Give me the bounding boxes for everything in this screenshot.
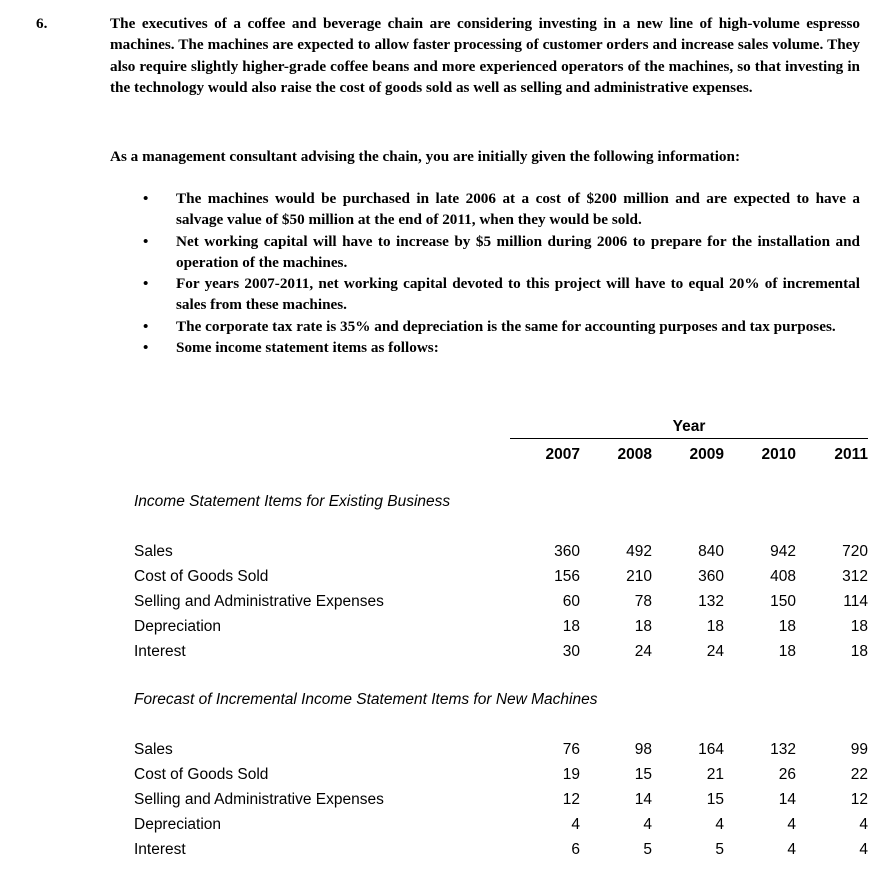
table-row-label: Cost of Goods Sold — [134, 766, 269, 783]
table-cell: 14 — [778, 791, 796, 808]
table-cell: 18 — [850, 643, 868, 660]
table-cell: 15 — [706, 791, 724, 808]
table-cell: 408 — [770, 568, 796, 585]
table-cell: 5 — [643, 841, 652, 858]
table-cell: 14 — [634, 791, 652, 808]
info-bullet — [140, 273, 860, 316]
table-cell: 78 — [634, 593, 652, 610]
info-bullet — [140, 188, 860, 231]
table-row-label: Depreciation — [134, 816, 222, 833]
table-row-label: Sales — [134, 543, 173, 560]
table-section-title: Forecast of Incremental Income Statement Items for New Machines — [134, 691, 598, 708]
table-row-label: Selling and Administrative Expenses — [134, 791, 384, 808]
year-header: Year — [672, 418, 706, 435]
table-cell: 4 — [787, 816, 796, 833]
table-cell: 18 — [634, 618, 652, 635]
table-cell: 4 — [859, 816, 868, 833]
table-cell: 720 — [842, 543, 868, 560]
table-row-label: Sales — [134, 741, 173, 758]
table-cell: 6 — [571, 841, 580, 858]
table-cell: 132 — [770, 741, 796, 758]
table-cell: 210 — [626, 568, 652, 585]
table-cell: 15 — [634, 766, 652, 783]
table-cell: 492 — [626, 543, 652, 560]
table-cell: 5 — [715, 841, 724, 858]
info-bullet — [140, 231, 860, 274]
info-bullet-text: The corporate tax rate is 35% and depreciation is the same for accounting purposes and tax purposes. — [176, 317, 836, 335]
year-column-header: 2007 — [545, 446, 580, 463]
table-cell: 4 — [787, 841, 796, 858]
table-cell: 18 — [778, 618, 796, 635]
year-column-header: 2011 — [834, 446, 868, 463]
year-column-header: 2009 — [689, 446, 724, 463]
table-cell: 24 — [706, 643, 724, 660]
table-cell: 360 — [554, 543, 580, 560]
table-cell: 150 — [770, 593, 796, 610]
table-cell: 4 — [643, 816, 652, 833]
table-cell: 164 — [698, 741, 724, 758]
info-bullet-text: The machines would be purchased in late 2006 at a cost of $200 million and are expected to have a salvage value of $50 million at the end of 2011, when they would be sold. — [176, 190, 860, 229]
info-bullet-text: Net working capital will have to increase by $5 million during 2006 to prepare for the installation and operation of the machines. — [176, 232, 860, 271]
table-row-label: Depreciation — [134, 618, 222, 635]
table-row-label: Interest — [134, 643, 186, 660]
table-cell: 76 — [562, 741, 580, 758]
info-bullet — [140, 316, 860, 337]
table-cell: 132 — [698, 593, 724, 610]
table-cell: 18 — [850, 618, 868, 635]
table-cell: 114 — [843, 593, 868, 610]
year-column-header: 2008 — [617, 446, 652, 463]
info-bullet-list — [140, 188, 860, 358]
table-cell: 156 — [554, 568, 580, 585]
table-row-label: Interest — [134, 841, 186, 858]
table-cell: 24 — [634, 643, 652, 660]
table-cell: 18 — [706, 618, 724, 635]
info-bullet-text: Some income statement items as follows: — [176, 339, 439, 357]
table-cell: 19 — [562, 766, 580, 783]
table-cell: 942 — [770, 543, 796, 560]
table-cell: 60 — [562, 593, 580, 610]
bullet-icon: • — [143, 275, 149, 293]
year-header-rule — [510, 438, 868, 439]
info-bullet — [140, 337, 860, 358]
table-row-label: Cost of Goods Sold — [134, 568, 269, 585]
table-cell: 18 — [562, 618, 580, 635]
table-section-title: Income Statement Items for Existing Business — [134, 493, 451, 510]
question-number: 6. — [36, 15, 48, 32]
info-bullet-text: For years 2007-2011, net working capital devoted to this project will have to equal 20% of incremental sales from these machines. — [176, 275, 860, 314]
year-column-header: 2010 — [761, 446, 796, 463]
table-cell: 22 — [850, 766, 868, 783]
table-cell: 312 — [842, 568, 868, 585]
bullet-icon: • — [143, 190, 149, 207]
table-cell: 99 — [850, 741, 868, 758]
table-cell: 4 — [571, 816, 580, 833]
table-cell: 360 — [698, 568, 724, 585]
table-cell: 12 — [850, 791, 868, 808]
table-cell: 840 — [698, 543, 724, 560]
bullet-icon: • — [143, 232, 149, 250]
question-lead: As a management consultant advising the chain, you are initially given the following information: — [110, 148, 741, 165]
table-cell: 26 — [778, 766, 796, 783]
table-cell: 30 — [562, 643, 580, 660]
table-cell: 21 — [706, 766, 724, 783]
bullet-icon: • — [143, 317, 149, 335]
question-intro: The executives of a coffee and beverage chain are considering investing in a new line of high-volume espresso machines. The machines are expected to allow faster processing of customer orders and increase sales volume. They also require slightly higher-grade coffee beans and more experienced operators of the machines, so that investing in the technology would also raise the cost of goods sold as well as selling and administrative expenses. — [110, 15, 860, 96]
table-cell: 18 — [778, 643, 796, 660]
table-row-label: Selling and Administrative Expenses — [134, 593, 384, 610]
table-cell: 4 — [859, 841, 868, 858]
table-cell: 98 — [634, 741, 652, 758]
table-cell: 4 — [715, 816, 724, 833]
bullet-icon: • — [143, 339, 149, 357]
table-cell: 12 — [562, 791, 580, 808]
